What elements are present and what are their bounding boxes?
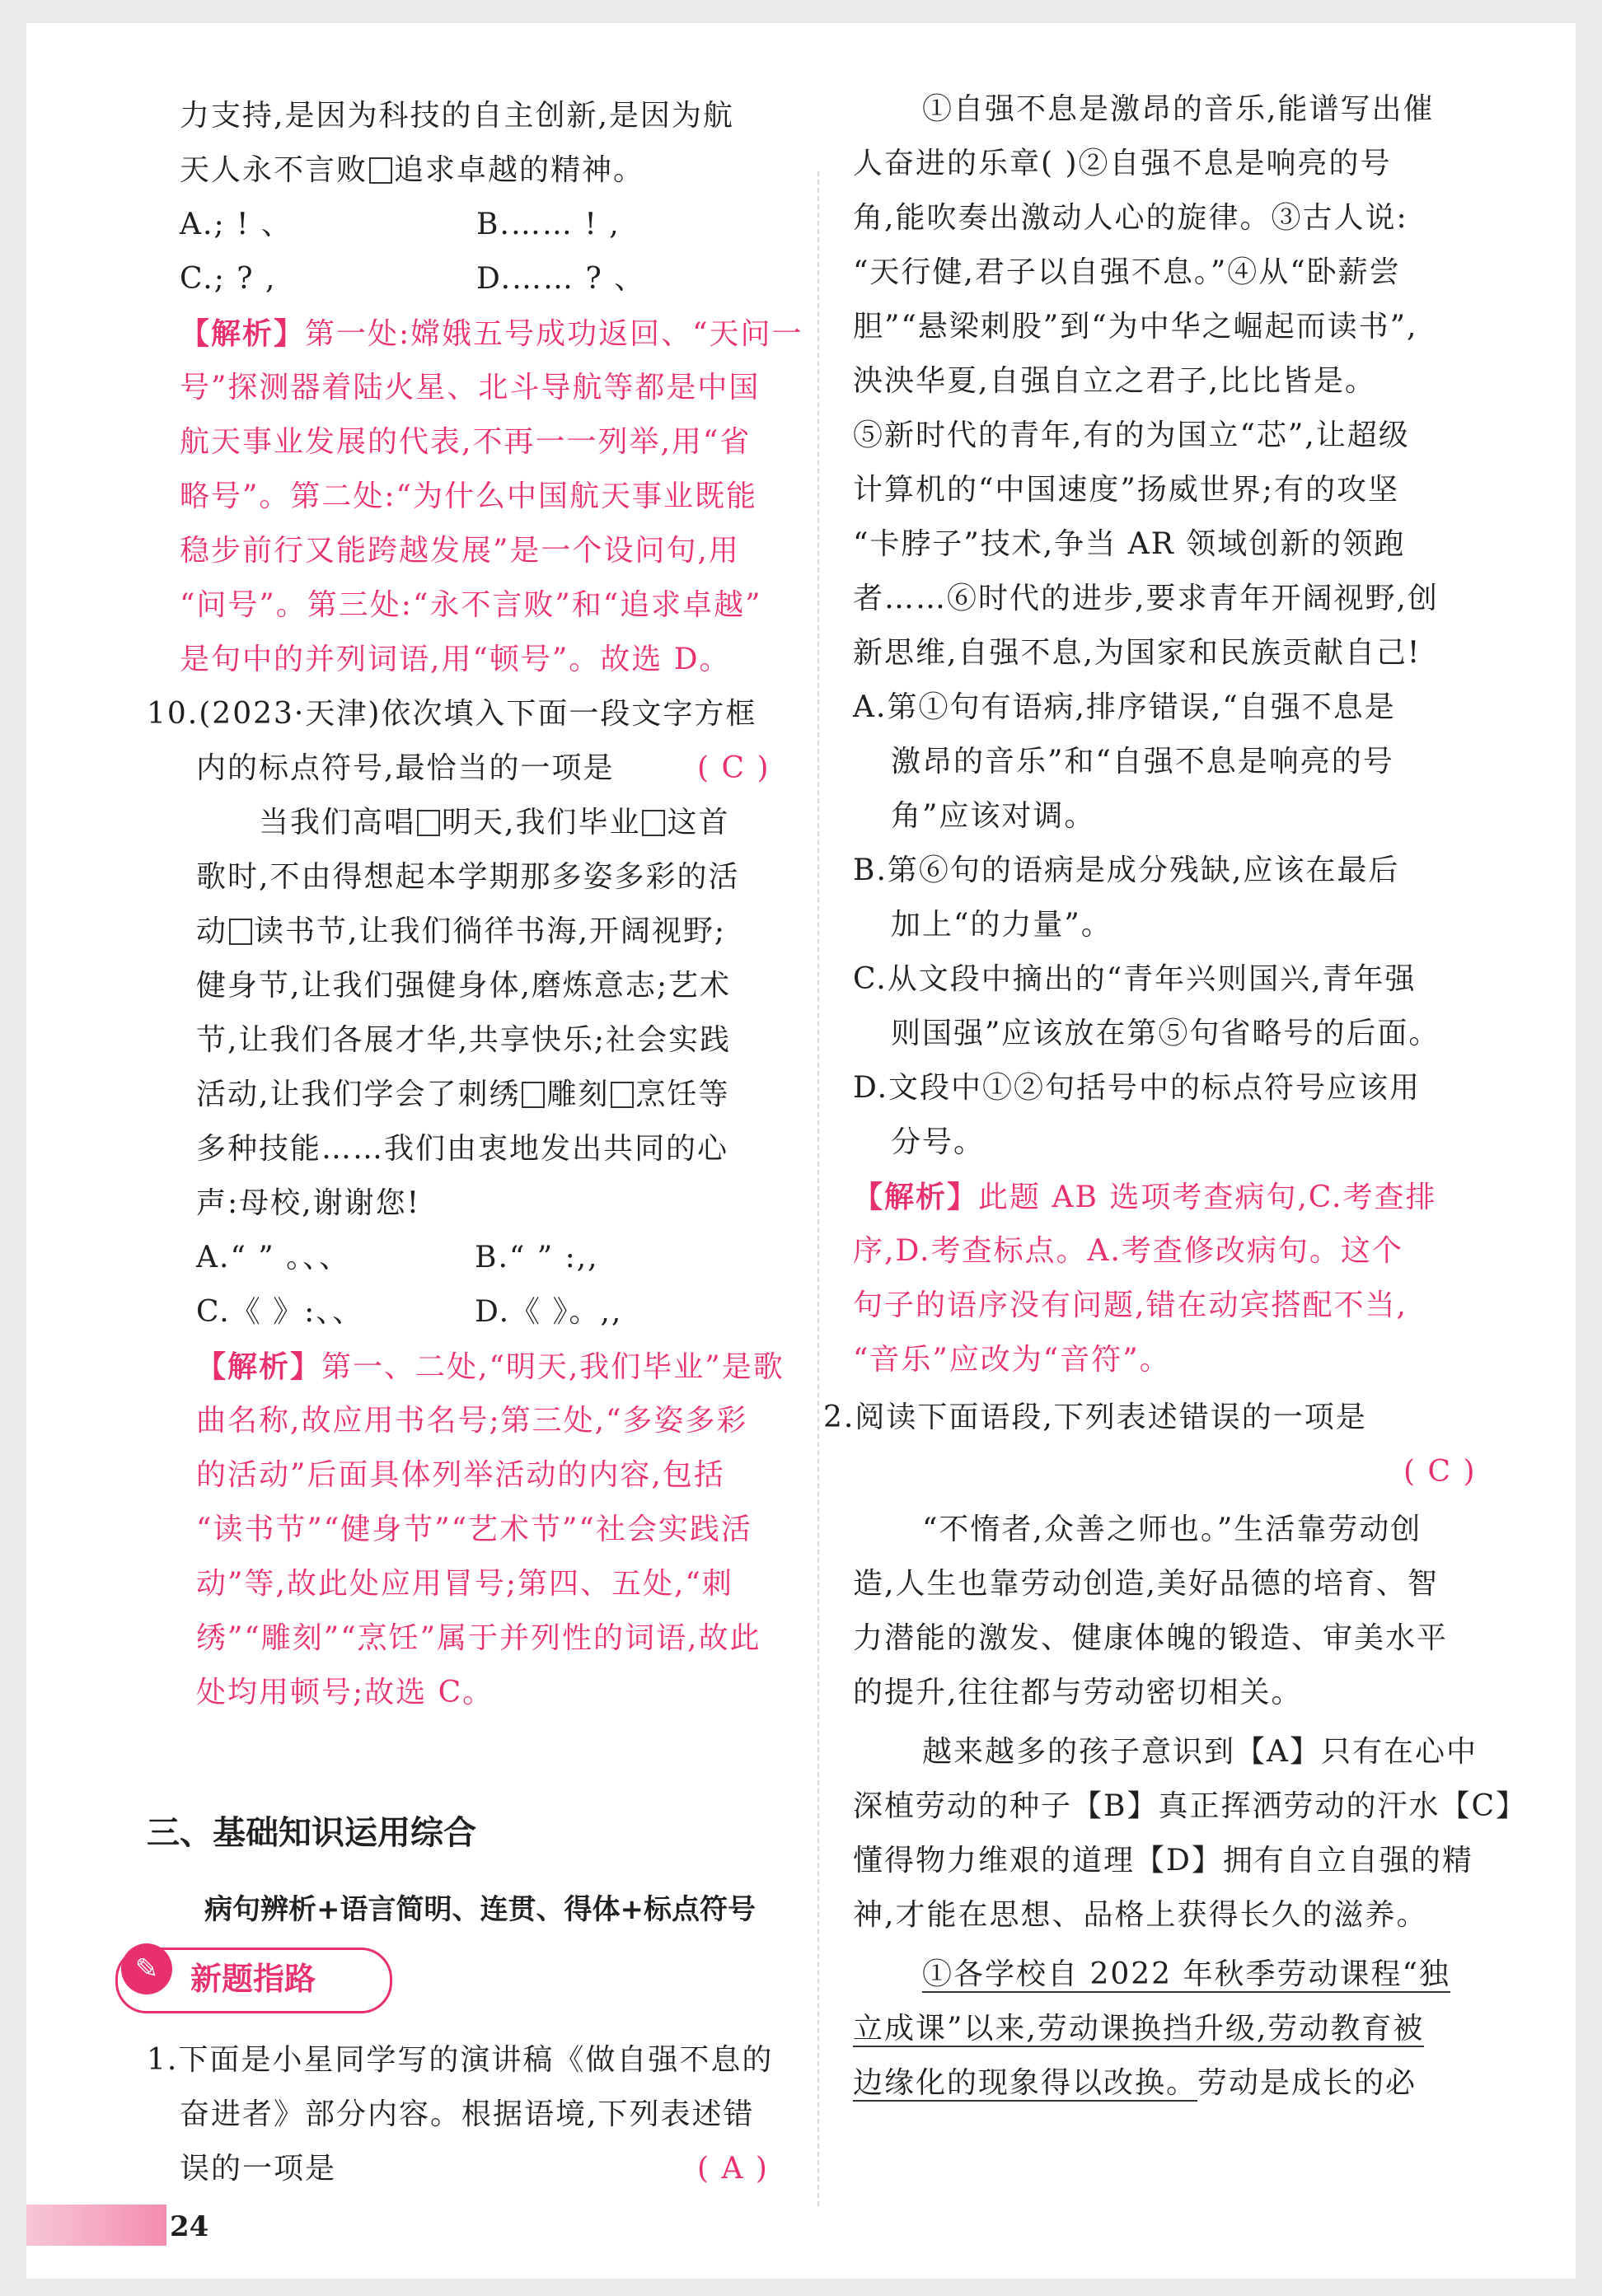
q10-stem: 10.(2023·天津)依次填入下面一段文字方框 xyxy=(147,697,757,731)
q10-analysis-line: “读书节”“健身节”“艺术节”“社会实践活 xyxy=(196,1513,752,1546)
analysis-tag: 【解析】 xyxy=(180,316,306,351)
q2-passage-line: 造,人生也靠劳动创造,美好品德的培育、智 xyxy=(853,1567,1439,1601)
new-question-badge xyxy=(115,1948,392,2013)
analysis-tag: 【解析】 xyxy=(853,1180,979,1214)
q9-option-c: C.; ? , xyxy=(180,262,277,296)
q1-option-d-cont: 分号。 xyxy=(891,1125,986,1159)
q1-passage-line: “天行健,君子以自强不息。”④从“卧薪尝 xyxy=(853,255,1401,289)
q9-analysis-line: “问号”。第三处:“永不言败”和“追求卓越” xyxy=(180,588,762,622)
intro-line: 力支持,是因为科技的自主创新,是因为航 xyxy=(180,99,734,133)
q1-passage-line: 角,能吹奏出激动人心的旋律。③古人说: xyxy=(853,201,1408,235)
q10-passage-line: 活动,让我们学会了刺绣 雕刻 烹饪等 xyxy=(196,1078,730,1111)
q1-analysis-line: “音乐”应改为“音符”。 xyxy=(853,1343,1171,1377)
q10-option-b: B.“ ” :,, xyxy=(475,1241,599,1274)
q10-passage-line: 动 读书节,让我们徜徉书海,开阔视野; xyxy=(196,914,727,948)
punctuation-box xyxy=(229,919,252,945)
q9-option-b: B.…… ! , xyxy=(476,208,621,241)
q10-option-a: A.“ ” 。、、 xyxy=(196,1241,351,1274)
q10-option-c: C.《 》:、、 xyxy=(196,1295,364,1329)
q2-stem: 2.阅读下面语段,下列表述错误的一项是 xyxy=(823,1401,1367,1434)
q1-option-a-cont: 激昂的音乐”和“自强不息是响亮的号 xyxy=(891,745,1394,779)
q10-stem: 内的标点符号,最恰当的一项是 xyxy=(196,751,615,785)
q10-analysis-line: 处均用顿号;故选 C。 xyxy=(196,1676,494,1709)
q10-passage-line: 歌时,不由得想起本学期那多姿多彩的活 xyxy=(196,860,740,894)
intro-line: 天人永不言败 追求卓越的精神。 xyxy=(180,153,645,187)
q2-passage-line: 立成课”以来,劳动课换挡升级,劳动教育被 xyxy=(853,2012,1425,2046)
textbook-page xyxy=(26,23,1576,2279)
q10-option-d: D.《 》。,, xyxy=(475,1295,623,1329)
punctuation-box xyxy=(642,810,665,836)
q10-passage-line: 声:母校,谢谢您! xyxy=(196,1186,421,1220)
q10-analysis-line: 【解析】第一、二处,“明天,我们毕业”是歌 xyxy=(196,1349,785,1384)
q1-stem: 误的一项是 xyxy=(180,2152,337,2186)
q1-stem: 奋进者》部分内容。根据语境,下列表述错 xyxy=(180,2097,755,2131)
q10-analysis-line: 动”等,故此处应用冒号;第四、五处,“刺 xyxy=(196,1567,733,1601)
punctuation-box xyxy=(417,810,440,836)
q1-option-a-cont: 角”应该对调。 xyxy=(891,799,1096,833)
q1-passage-line: 者……⑥时代的进步,要求青年开阔视野,创 xyxy=(853,582,1439,615)
q2-passage-line: ①各学校自 2022 年秋季劳动课程“独 xyxy=(922,1957,1450,1991)
q2-passage-line: 越来越多的孩子意识到【A】只有在心中 xyxy=(922,1735,1478,1769)
q1-answer: ( A ) xyxy=(697,2152,769,2186)
q9-analysis-line: 略号”。第二处:“为什么中国航天事业既能 xyxy=(180,479,757,513)
q9-option-d: D.…… ? 、 xyxy=(476,262,646,296)
punctuation-box xyxy=(522,1082,545,1108)
q10-analysis-line: 曲名称,故应用书名号;第三处,“多姿多彩 xyxy=(196,1404,748,1438)
q1-passage-line: 人奋进的乐章( )②自强不息是响亮的号 xyxy=(853,147,1392,180)
q10-answer: ( C ) xyxy=(697,751,771,785)
q1-option-c: C.从文段中摘出的“青年兴则国兴,青年强 xyxy=(853,962,1417,996)
q10-passage-line: 多种技能……我们由衷地发出共同的心 xyxy=(196,1132,729,1166)
q10-passage-line: 当我们高唱 明天,我们毕业 这首 xyxy=(259,806,730,839)
q9-analysis-line: 稳步前行又能跨越发展”是一个设问句,用 xyxy=(180,534,740,568)
q1-option-b: B.第⑥句的语病是成分残缺,应该在最后 xyxy=(853,853,1400,887)
page-number-bar xyxy=(26,2205,166,2246)
q10-passage-line: 节,让我们各展才华,共享快乐;社会实践 xyxy=(196,1023,732,1057)
q9-analysis-line: 是句中的并列词语,用“顿号”。故选 D。 xyxy=(180,643,731,676)
q1-passage-line: ①自强不息是激昂的音乐,能谱写出催 xyxy=(922,92,1435,126)
q1-passage-line: 胆”“悬梁刺股”到“为中华之崛起而读书”, xyxy=(853,310,1418,344)
q2-passage-line: 神,才能在思想、品格上获得长久的滋养。 xyxy=(853,1898,1428,1932)
q1-passage-line: 新思维,自强不息,为国家和民族贡献自己! xyxy=(853,636,1422,670)
analysis-tag: 【解析】 xyxy=(196,1349,322,1384)
q9-option-a: A.; ! 、 xyxy=(180,208,293,241)
q1-analysis-line: 【解析】此题 AB 选项考查病句,C.考查排 xyxy=(853,1180,1437,1214)
q9-analysis-line: 号”探测器着陆火星、北斗导航等都是中国 xyxy=(180,371,761,404)
q1-passage-line: ⑤新时代的青年,有的为国立“芯”,让超级 xyxy=(853,419,1410,452)
q2-passage-line: 的提升,往往都与劳动密切相关。 xyxy=(853,1676,1303,1709)
q1-passage-line: 泱泱华夏,自强自立之君子,比比皆是。 xyxy=(853,364,1376,398)
q2-passage-line: 懂得物力维艰的道理【D】拥有自立自强的精 xyxy=(853,1844,1473,1877)
q2-answer: ( C ) xyxy=(1403,1455,1477,1489)
q10-analysis-line: 绣”“雕刻”“烹饪”属于并列性的词语,故此 xyxy=(196,1621,761,1655)
pencil-icon: ✎ xyxy=(121,1943,172,1994)
q2-passage-line: 边缘化的现象得以改换。劳动是成长的必 xyxy=(853,2066,1417,2100)
section-subtitle: 病句辨析+语言简明、连贯、得体+标点符号 xyxy=(204,1893,756,1926)
page-number: 24 xyxy=(170,2210,209,2243)
q1-option-b-cont: 加上“的力量”。 xyxy=(891,908,1112,942)
section-title: 三、基础知识运用综合 xyxy=(147,1814,476,1852)
q2-passage-line: 深植劳动的种子【B】真正挥洒劳动的汗水【C】 xyxy=(853,1789,1528,1823)
q2-passage-line: “不惰者,众善之师也。”生活靠劳动创 xyxy=(922,1513,1422,1546)
column-divider xyxy=(817,171,819,2206)
q1-option-c-cont: 则国强”应该放在第⑤句省略号的后面。 xyxy=(891,1017,1440,1050)
q1-option-d: D.文段中①②句括号中的标点符号应该用 xyxy=(853,1071,1422,1105)
q9-analysis-line: 【解析】第一处:嫦娥五号成功返回、“天问一 xyxy=(180,316,803,351)
q1-option-a: A.第①句有语病,排序错误,“自强不息是 xyxy=(853,690,1396,724)
badge-label: 新题指路 xyxy=(190,1961,316,1997)
q10-passage-line: 健身节,让我们强健身体,磨炼意志;艺术 xyxy=(196,969,732,1003)
q1-passage-line: “卡脖子”技术,争当 AR 领域创新的领跑 xyxy=(853,527,1406,561)
punctuation-box xyxy=(369,157,392,184)
q9-analysis-line: 航天事业发展的代表,不再一一列举,用“省 xyxy=(180,425,752,459)
q1-analysis-line: 序,D.考查标点。A.考查修改病句。这个 xyxy=(853,1234,1403,1268)
q2-passage-line: 力潜能的激发、健康体魄的锻造、审美水平 xyxy=(853,1621,1449,1655)
q1-analysis-line: 句子的语序没有问题,错在动宾搭配不当, xyxy=(853,1288,1408,1322)
q1-passage-line: 计算机的“中国速度”扬威世界;有的攻坚 xyxy=(853,473,1399,507)
punctuation-box xyxy=(611,1082,634,1108)
q10-analysis-line: 的活动”后面具体列举活动的内容,包括 xyxy=(196,1458,725,1492)
q1-stem: 1.下面是小星同学写的演讲稿《做自强不息的 xyxy=(147,2043,774,2077)
